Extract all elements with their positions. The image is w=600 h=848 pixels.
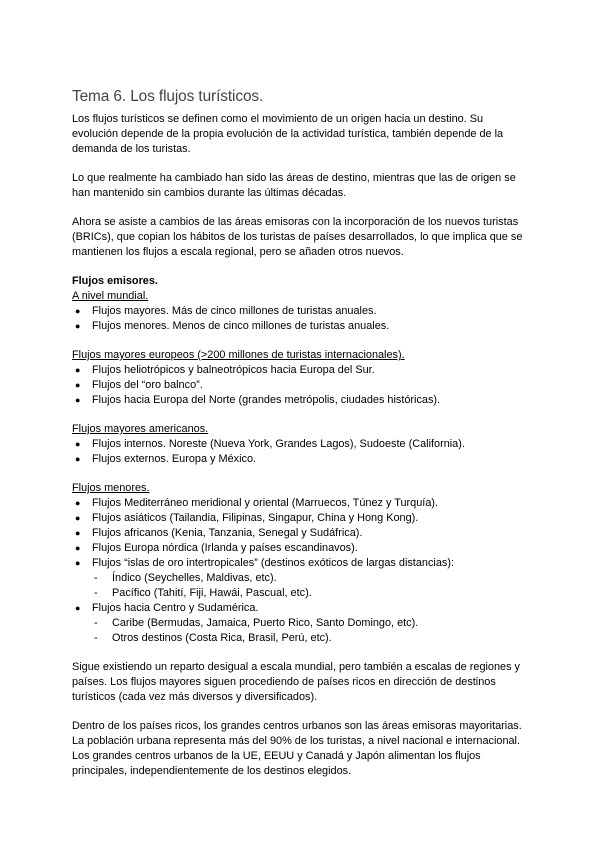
list-item: ● Flujos Mediterráneo meridional y oriental (Marruecos, Túnez y Turquía). <box>72 496 532 511</box>
list-item: ● Flujos hacia Centro y Sudamérica. <box>72 601 532 616</box>
intro-paragraph-2: Lo que realmente ha cambiado han sido las áreas de destino, mientras que las de origen se han mantenido sin cambios durante las últimas décadas. <box>72 172 516 199</box>
list-item: ● Flujos internos. Noreste (Nueva York, Grandes Lagos), Sudoeste (California). <box>72 437 532 452</box>
closing-paragraph-2: Dentro de los países ricos, los grandes centros urbanos son las áreas emisoras mayoritarias. La población urbana representa más del 90% de los turistas, a nivel nacional e internacional. Los grandes centros urbanos de la UE, EEUU y Canadá y Japón alimentan los flujos principales, independientemente de los destinos elegidos. <box>72 720 522 777</box>
list-item: ● Flujos Europa nórdica (Irlanda y países escandinavos). <box>72 541 532 556</box>
subheading-americanos: Flujos mayores americanos. <box>72 423 209 435</box>
list-americanos <box>72 437 532 467</box>
closing-paragraph-1: Sigue existiendo un reparto desigual a escala mundial, pero también a escalas de regiones y países. Los flujos mayores siguen procediendo de países ricos en dirección de destinos turísticos (cada vez más diversos y diversificados). <box>72 661 521 703</box>
list-item: ● Flujos del “oro balnco”. <box>72 378 532 393</box>
list-mundial <box>72 304 532 334</box>
list-item: ● Flujos heliotrópicos y balneotrópicos hacia Europa del Sur. <box>72 363 532 378</box>
intro-paragraph-3: Ahora se asiste a cambios de las áreas emisoras con la incorporación de los nuevos turistas (BRICs), que copian los hábitos de los turistas de países desarrollados, lo que implica que se mantienen los flujos a escala regional, pero se añaden otros nuevos. <box>72 216 523 258</box>
sub-list-item: - Otros destinos (Costa Rica, Brasil, Perú, etc). <box>72 631 532 646</box>
document-page <box>72 88 532 779</box>
list-item: ● Flujos externos. Europa y México. <box>72 452 532 467</box>
list-item: ● Flujos menores. Menos de cinco millones de turistas anuales. <box>72 319 532 334</box>
section-heading-emisores: Flujos emisores. <box>72 275 158 287</box>
subheading-menores: Flujos menores. <box>72 482 150 494</box>
sub-list-item: - Índico (Seychelles, Maldivas, etc). <box>72 571 532 586</box>
list-item: ● Flujos hacia Europa del Norte (grandes metrópolis, ciudades históricas). <box>72 393 532 408</box>
list-item: ● Flujos asiáticos (Tailandia, Filipinas, Singapur, China y Hong Kong). <box>72 511 532 526</box>
subheading-europeos: Flujos mayores europeos (>200 millones de turistas internacionales). <box>72 349 405 361</box>
list-item: ● Flujos africanos (Kenia, Tanzania, Senegal y Sudáfrica). <box>72 526 532 541</box>
list-item: ● Flujos mayores. Más de cinco millones de turistas anuales. <box>72 304 532 319</box>
subheading-mundial: A nivel mundial. <box>72 290 149 302</box>
sub-list-item: - Caribe (Bermudas, Jamaica, Puerto Rico, Santo Domingo, etc). <box>72 616 532 631</box>
list-menores <box>72 496 532 646</box>
sub-list-item: - Pacífico (Tahití, Fiji, Hawái, Pascual, etc). <box>72 586 532 601</box>
list-item: ● Flujos “islas de oro intertropicales” (destinos exóticos de largas distancias): <box>72 556 532 571</box>
page-title: Tema 6. Los flujos turísticos. <box>72 88 264 105</box>
list-europeos <box>72 363 532 408</box>
intro-paragraph-1: Los flujos turísticos se definen como el movimiento de un origen hacia un destino. Su evolución depende de la propia evolución de la actividad turística, también depende de la demanda de los turistas. <box>72 113 504 155</box>
